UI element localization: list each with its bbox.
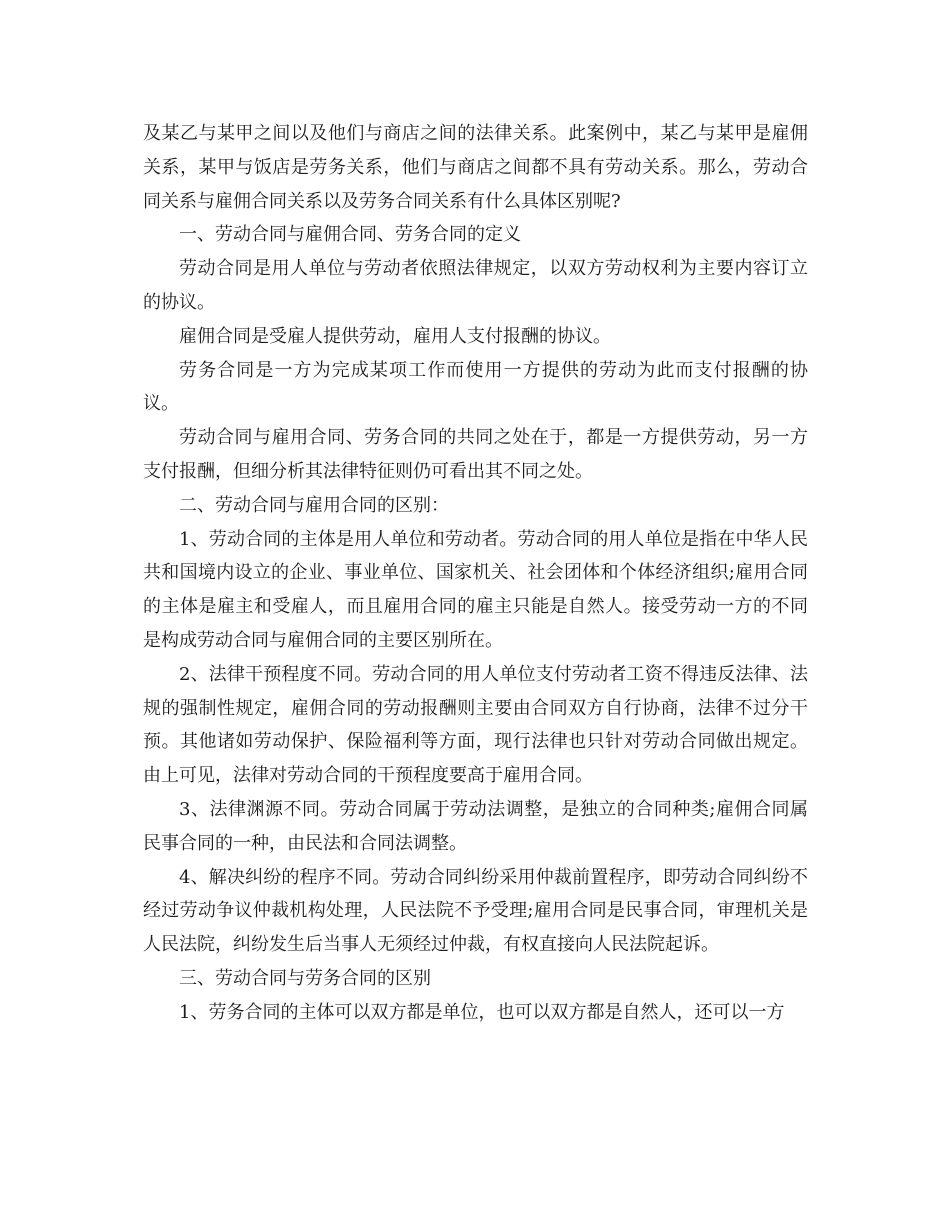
section-heading-labor-vs-service: 三、劳动合同与劳务合同的区别 [179,967,431,989]
paragraph-point-2: 2、法律干预程度不同。劳动合同的用人单位支付劳动者工资不得违反法律、法规的强制性规定，雇佣合同的劳动报酬则主要由合同双方自行协商，法律不过分干预。其他诸如劳动保护、保险福利等方面，现行法律也只针对劳动合同做出规定。由上可见，法律对劳动合同的干预程度要高于雇用合同。 [143,663,808,787]
document-body [143,117,808,1030]
paragraph-point-1: 1、劳动合同的主体是用人单位和劳动者。劳动合同的用人单位是指在中华人民共和国境内设立的企业、事业单位、国家机关、社会团体和个体经济组织;雇用合同的主体是雇主和受雇人，而且雇用合同的雇主只能是自然人。接受劳动一方的不同是构成劳动合同与雇佣合同的主要区别所在。 [143,528,808,651]
paragraph-1: 及某乙与某甲之间以及他们与商店之间的法律关系。此案例中，某乙与某甲是雇佣关系，某甲与饭店是劳务关系，他们与商店之间都不具有劳动关系。那么，劳动合同关系与雇佣合同关系以及劳务合同关系有什么具体区别呢? [143,123,808,212]
paragraph-service-point-1: 1、劳务合同的主体可以双方都是单位，也可以双方都是自然人，还可以一方 [179,1001,785,1023]
paragraph-employment-contract-definition: 雇佣合同是受雇人提供劳动，雇用人支付报酬的协议。 [179,325,611,347]
paragraph-labor-contract-definition: 劳动合同是用人单位与劳动者依照法律规定，以双方劳动权利为主要内容订立的协议。 [143,258,808,313]
paragraph-commonality: 劳动合同与雇用合同、劳务合同的共同之处在于，都是一方提供劳动，另一方支付报酬，但细分析其法律特征则仍可看出其不同之处。 [143,427,808,482]
section-heading-labor-vs-employment: 二、劳动合同与雇用合同的区别： [179,494,449,516]
paragraph-point-4: 4、解决纠纷的程序不同。劳动合同纠纷采用仲裁前置程序，即劳动合同纠纷不经过劳动争议仲裁机构处理，人民法院不予受理;雇用合同是民事合同，审理机关是人民法院，纠纷发生后当事人无须经过仲裁，有权直接向人民法院起诉。 [143,866,808,956]
paragraph-point-3: 3、法律渊源不同。劳动合同属于劳动法调整，是独立的合同种类;雇佣合同属民事合同的一种，由民法和合同法调整。 [143,798,808,854]
section-heading-definitions: 一、劳动合同与雇佣合同、劳务合同的定义 [179,224,521,246]
paragraph-service-contract-definition: 劳务合同是一方为完成某项工作而使用一方提供的劳动为此而支付报酬的协议。 [143,359,808,415]
